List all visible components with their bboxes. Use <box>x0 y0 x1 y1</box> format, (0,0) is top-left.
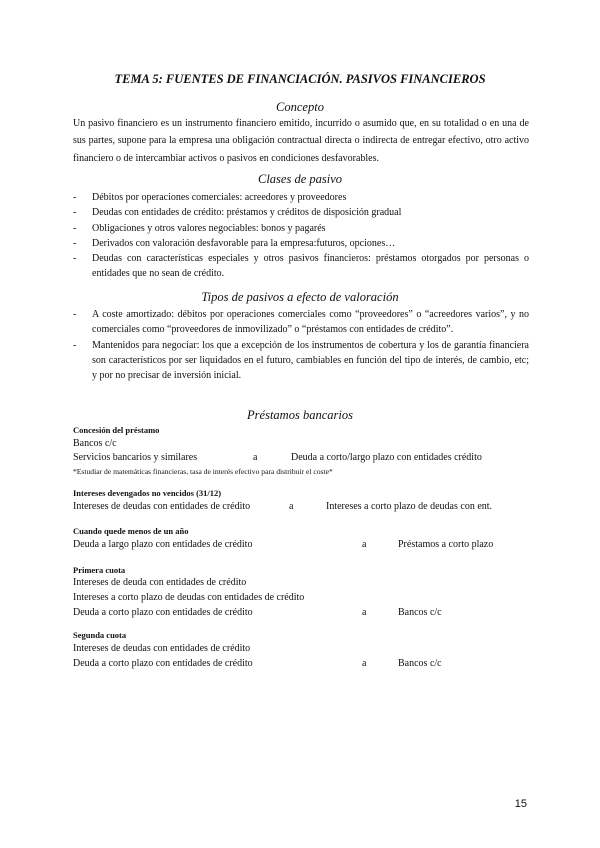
tipos-list <box>73 307 529 383</box>
queda-anio-a: a <box>362 539 367 550</box>
concesion-subtitle: Concesión del préstamo <box>73 425 160 435</box>
clases-list <box>73 190 529 282</box>
list-item: - Obligaciones y otros valores negociables: bonos y pagarés <box>73 222 326 234</box>
segunda-line2: Deuda a corto plazo con entidades de crédito <box>73 658 253 669</box>
clases-heading: Clases de pasivo <box>257 172 343 186</box>
list-item: - Derivados con valoración desfavorable para la empresa:futuros, opciones… <box>73 237 396 249</box>
intereses-right: Intereses a corto plazo de deudas con ent. <box>326 501 493 512</box>
prestamos-heading: Préstamos bancarios <box>247 408 353 422</box>
concepto-heading: Concepto <box>276 100 324 114</box>
segunda-a: a <box>362 658 367 669</box>
list-item: - Débitos por operaciones comerciales: acreedores y proveedores <box>73 192 347 203</box>
concesion-line1: Bancos c/c <box>73 438 117 449</box>
concesion-a: a <box>253 452 258 463</box>
segunda-right: Bancos c/c <box>398 658 442 669</box>
tipos-heading: Tipos de pasivos a efecto de valoración <box>201 290 399 304</box>
primera-line2: Intereses a corto plazo de deudas con entidades de crédito <box>73 592 305 603</box>
queda-anio-right: Préstamos a corto plazo <box>398 539 494 550</box>
list-item: - Deudas con entidades de crédito: préstamos y créditos de disposición gradual <box>73 207 402 219</box>
primera-a: a <box>362 607 367 618</box>
queda-anio-left: Deuda a largo plazo con entidades de crédito <box>73 539 253 550</box>
concesion-right: Deuda a corto/largo plazo con entidades crédito <box>291 452 482 463</box>
intereses-a: a <box>289 501 294 512</box>
segunda-subtitle: Segunda cuota <box>73 630 127 640</box>
primera-line1: Intereses de deuda con entidades de crédito <box>73 577 247 588</box>
intereses-subtitle: Intereses devengados no vencidos (31/12) <box>73 488 222 498</box>
concesion-line2: Servicios bancarios y similares <box>73 452 198 463</box>
list-item: - A coste amortizado: débitos por operaciones comerciales como “proveedores” o “acreedores varios”, y no comerciales como “proveedores de inmovilizado” o “préstamos con entidades de crédito”. <box>73 309 529 336</box>
primera-line3: Deuda a corto plazo con entidades de crédito <box>73 607 253 618</box>
page-number: 15 <box>514 798 527 810</box>
list-item: - Deudas con características especiales y otros pasivos financieros: préstamos otorgados por personas o entidades que no sean de crédito. <box>73 253 529 280</box>
concesion-note: *Estudiar de matemáticas financieras, tasa de interés efectivo para distribuir el coste* <box>73 467 333 476</box>
primera-right: Bancos c/c <box>398 607 442 618</box>
intereses-left: Intereses de deudas con entidades de crédito <box>73 501 251 512</box>
page-title: TEMA 5: FUENTES DE FINANCIACIÓN. PASIVOS FINANCIEROS <box>114 72 486 86</box>
segunda-line1: Intereses de deudas con entidades de crédito <box>73 643 251 654</box>
list-item: - Mantenidos para negociar: los que a excepción de los instrumentos de cobertura y los de garantía financiera son característicos por ser liquidados en el futuro, cambiables en función del tipo de interés, de cambio, etc; y por no precisar de inversión inicial. <box>73 339 529 382</box>
concepto-text: Un pasivo financiero es un instrumento financiero emitido, incurrido o asumido que, en su totalidad o en una de sus partes, supone para la empresa una obligación contractual directa o indirecta de entregar efectivo, otro activo financiero o de intercambiar activos o pasivos en condiciones desfavorables. <box>73 118 529 164</box>
queda-anio-subtitle: Cuando quede menos de un año <box>73 526 189 536</box>
primera-subtitle: Primera cuota <box>73 565 126 575</box>
